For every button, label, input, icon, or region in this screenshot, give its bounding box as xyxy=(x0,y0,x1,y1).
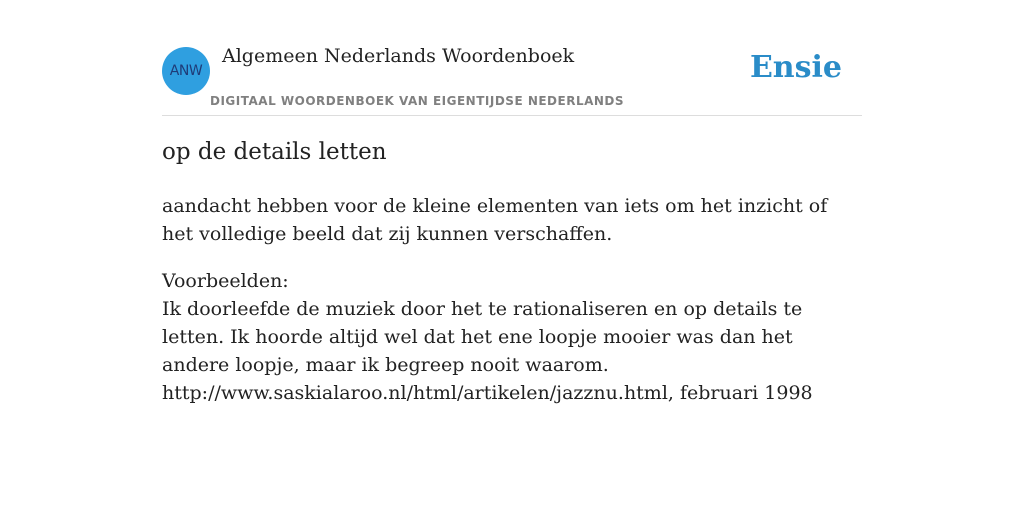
example-source: http://www.saskialaroo.nl/html/artikelen/jazznu.html, februari 1998 xyxy=(162,382,813,404)
entry-term: op de details letten xyxy=(162,139,387,165)
page xyxy=(162,0,862,512)
site-title[interactable]: Algemeen Nederlands Woordenboek xyxy=(222,45,575,67)
example-text: Ik doorleefde de muziek door het te rationaliseren en op details te letten. Ik hoorde altijd wel dat het ene loopje mooier was dan het andere loopje, maar ik begreep nooit waarom. xyxy=(162,298,803,376)
header xyxy=(162,0,862,116)
examples-label: Voorbeelden: xyxy=(162,270,289,292)
anw-logo[interactable]: ANW xyxy=(162,47,210,95)
site-subtitle: DIGITAAL WOORDENBOEK VAN EIGENTIJDSE NEDERLANDS xyxy=(210,94,625,108)
ensie-brand-link[interactable]: Ensie xyxy=(749,50,842,85)
entry-definition: aandacht hebben voor de kleine elementen van iets om het inzicht of het volledige beeld dat zij kunnen verschaffen. xyxy=(162,195,828,245)
examples-section xyxy=(162,267,862,407)
